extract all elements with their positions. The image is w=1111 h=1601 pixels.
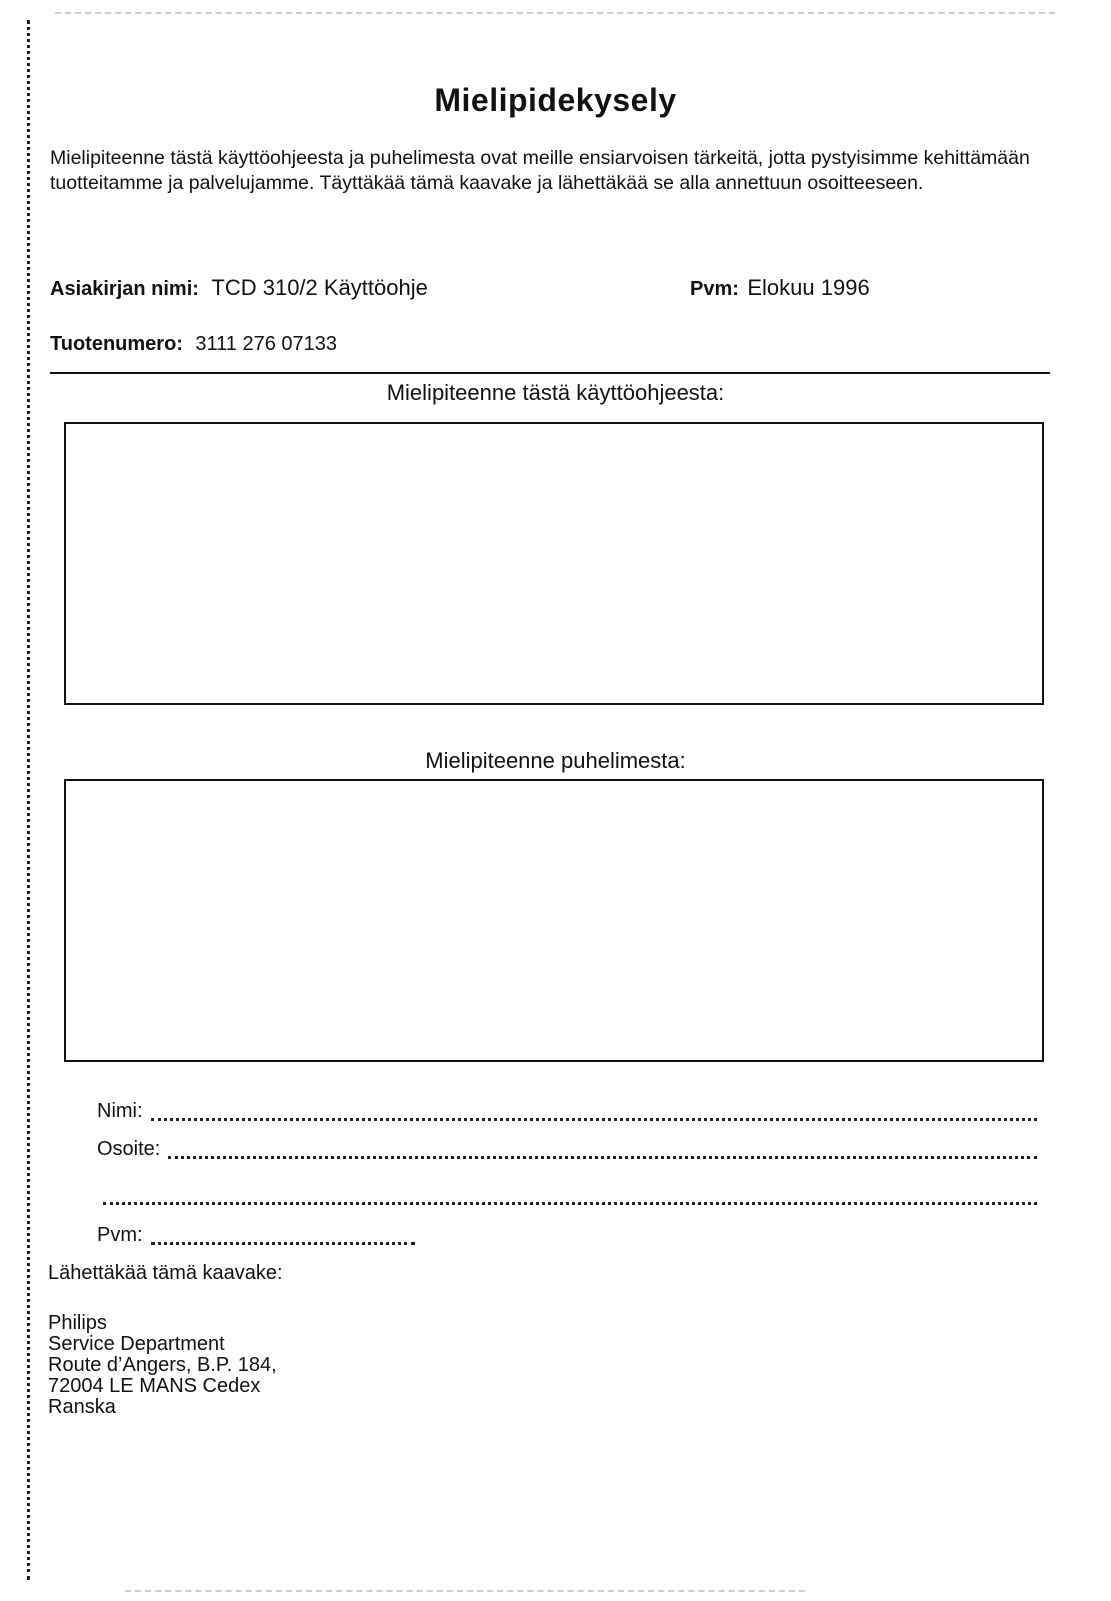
manual-opinion-box[interactable]: [64, 422, 1044, 705]
address-line: Ranska: [48, 1396, 116, 1418]
doc-name-row: [50, 275, 428, 301]
address-label: Osoite:: [97, 1138, 161, 1160]
name-dotted-line: [151, 1100, 1037, 1121]
address-line: Route d’Angers, B.P. 184,: [48, 1354, 277, 1376]
date-dotted-line: [151, 1224, 415, 1245]
address-line: 72004 LE MANS Cedex: [48, 1375, 261, 1397]
address-field-continued[interactable]: [103, 1179, 1037, 1207]
phone-opinion-label: Mielipiteenne puhelimesta:: [425, 748, 686, 773]
send-label: Lähettäkää tämä kaavake:: [48, 1262, 283, 1284]
date-field[interactable]: [97, 1219, 415, 1247]
page-title: Mielipidekysely: [434, 82, 677, 118]
address-field[interactable]: [97, 1133, 1037, 1161]
divider: [50, 372, 1050, 374]
doc-name-value: TCD 310/2 Käyttöohje: [211, 275, 428, 300]
address-line: Service Department: [48, 1333, 225, 1355]
address-dotted-line: [168, 1138, 1037, 1159]
name-label: Nimi:: [97, 1100, 143, 1122]
date-value: Elokuu 1996: [747, 275, 870, 300]
address-line: Philips: [48, 1312, 107, 1334]
cut-line: [27, 20, 30, 1580]
return-address: [48, 1313, 277, 1418]
scan-artifact-top: [55, 12, 1055, 14]
address-dotted-line-2: [103, 1184, 1037, 1205]
date-row: [690, 275, 870, 301]
doc-name-label: Asiakirjan nimi:: [50, 278, 199, 300]
phone-opinion-box[interactable]: [64, 779, 1044, 1062]
product-label: Tuotenumero:: [50, 333, 183, 355]
scan-artifact-bottom: [125, 1590, 805, 1592]
product-value: 3111 276 07133: [195, 333, 338, 355]
product-row: [50, 333, 337, 356]
manual-opinion-label: Mielipiteenne tästä käyttöohjeesta:: [386, 380, 725, 405]
name-field[interactable]: [97, 1095, 1037, 1123]
intro-paragraph: Mielipiteenne tästä käyttöohjeesta ja puhelimesta ovat meille ensiarvoisen tärkeitä, jotta pystyisimme kehittämään tuotteitamme ja palvelujamme. Täyttäkää tämä kaavake ja lähettäkää se alla annettuun osoitteeseen.: [50, 147, 1030, 194]
date-label: Pvm:: [690, 278, 739, 300]
date-field-label: Pvm:: [97, 1224, 143, 1246]
